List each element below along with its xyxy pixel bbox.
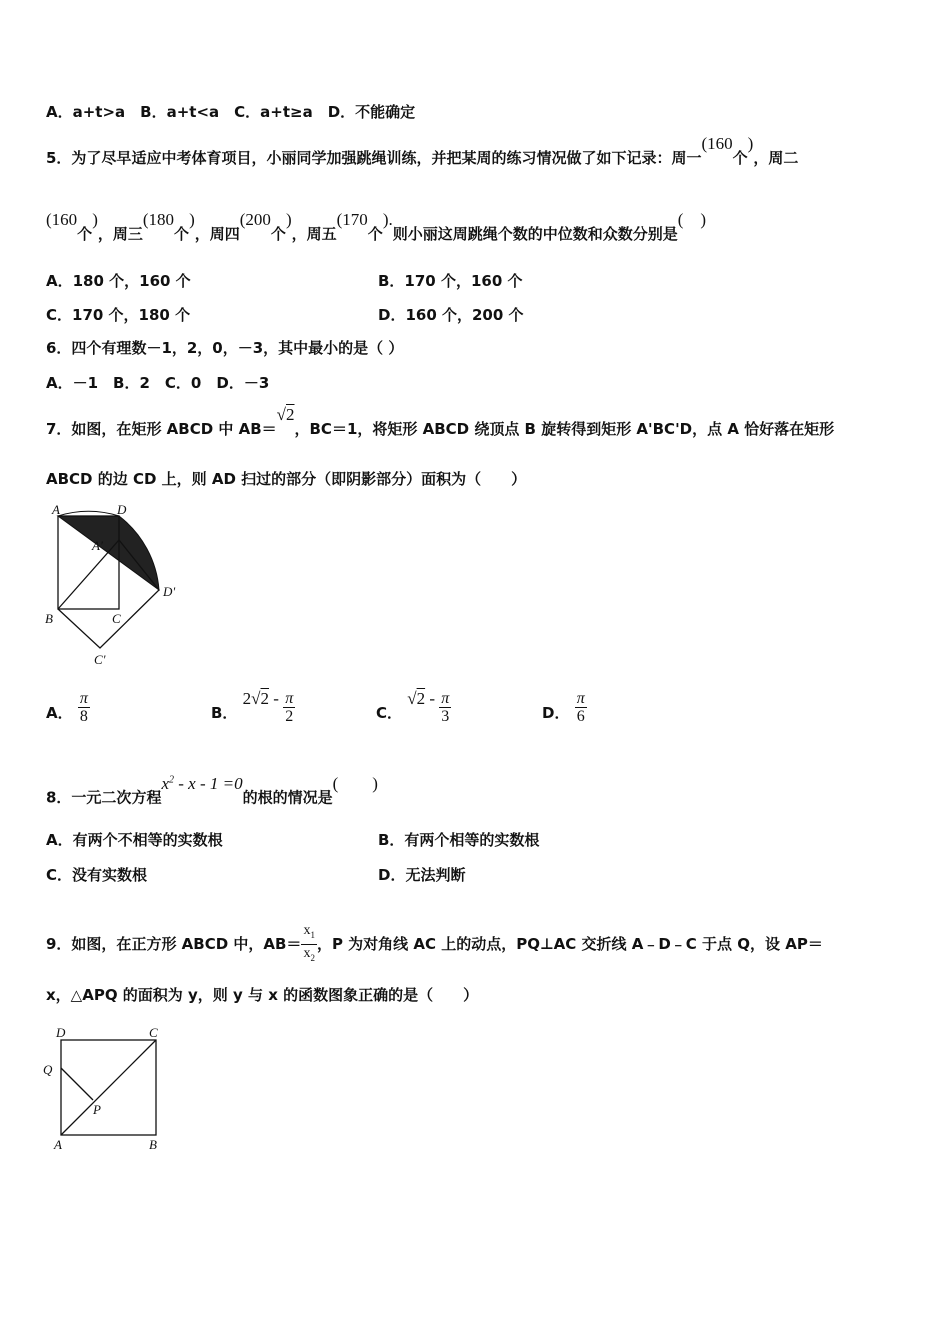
q8-equation: $x^2 - x - 1 =0$ [161,773,243,793]
q9-label-c: C [149,1025,158,1040]
q7-shaded-region [58,516,159,590]
q5-tue-val: (160 [46,210,78,229]
q9-fraction: $\frac{x_1}{x_2}$ [303,923,315,963]
q5-mon-unit: 个 [732,149,748,167]
q6-options: A．－1 B．2 C．0 D．－3 [46,374,270,392]
q5-thu-val: (200 [239,210,271,229]
q5-thu-unit: 个 [270,225,286,243]
q9-label-q: Q [43,1062,53,1077]
q7-label-d: D [117,502,127,517]
q8-line [46,773,378,808]
q9-diagonal-ac [61,1040,156,1135]
q5-fri-unit: 个 [367,225,383,243]
q7-label-a: A [52,502,60,517]
q7-label-c: C [112,611,121,626]
q5-text: 5．为了尽早适应中考体育项目，小丽同学加强跳绳训练，并把某周的练习情况做了如下记录：周一 [46,149,702,167]
q5-line2: (160个)，周三(180个)，周四(200个)，周五(170个).则小丽这周跳绳个数的中位数和众数分别是( ) [46,210,707,243]
q5-option-b: B．170 个，160 个 [378,272,523,290]
q5-wed-prefix: ，周三 [97,225,143,243]
q9-segment-pq [61,1068,93,1100]
q5-fri-val: (170 [336,210,368,229]
q5-tue-unit: 个 [77,225,93,243]
q8-suffix: 的根的情况是 [242,788,333,807]
q7-line1 [46,405,835,439]
q8-option-d: D．无法判断 [378,866,466,884]
q7-line2: ABCD 的边 CD 上，则 AD 扫过的部分（即阴影部分）面积为（ ） [46,470,527,488]
q5-line1: 5．为了尽早适应中考体育项目，小丽同学加强跳绳训练，并把某周的练习情况做了如下记录：周一(160个)，周二 [46,134,799,167]
q5-paren: ( ) [677,210,707,229]
q7-option-b: B． 2√2 - $\frac{\pi}{2}$ [211,689,294,725]
q5-option-a: A．180 个，160 个 [46,272,191,290]
q9-line2: x，△APQ 的面积为 y，则 y 与 x 的函数图象正确的是（ ） [46,986,479,1004]
q8-option-a: A．有两个不相等的实数根 [46,831,223,849]
q9-label-d: D [56,1025,66,1040]
q5-option-d: D．160 个，200 个 [378,306,524,324]
q7-label-b: B [45,611,53,626]
q9-line1 [46,922,823,967]
q7-label-a-prime: A' [92,538,103,553]
q6-text: 6．四个有理数－1，2，0，－3，其中最小的是（ ） [46,339,404,357]
q9-figure [40,1022,170,1154]
q4-options: A．a+t>a B．a+t<a C．a+t≥a D．不能确定 [46,103,416,121]
q5-tue-prefix: ，周二 [753,149,799,167]
q5-tail: 则小丽这周跳绳个数的中位数和众数分别是 [392,225,678,243]
q7-label-c-prime: C' [94,652,106,667]
q9-label-b: B [149,1137,157,1152]
q7-text-a: 7．如图，在矩形 ABCD 中 AB＝ [46,420,277,438]
q9-label-a: A [54,1137,62,1152]
q5-thu-prefix: ，周四 [194,225,240,243]
q9-label-p: P [93,1102,101,1117]
q5-wed-unit: 个 [174,225,190,243]
q7-sqrt: √2 [276,405,295,424]
q7-option-a: A． $\frac{\pi}{8}$ [46,690,88,725]
q7-option-c: C． √2 - $\frac{\pi}{3}$ [376,689,450,725]
q8-option-c: C．没有实数根 [46,866,148,884]
q9-text-b: ，P 为对角线 AC 上的动点，PQ⊥AC 交折线 A﹣D﹣C 于点 Q，设 AP＝ [316,934,823,953]
q7-option-d: D． $\frac{\pi}{6}$ [542,690,585,725]
q7-figure [42,502,192,672]
q5-mon-val: (160 [701,134,733,153]
q7-text-b: ，BC＝1，将矩形 ABCD 绕顶点 B 旋转得到矩形 A'BC'D，点 A 恰好落在矩形 [294,420,835,438]
q7-label-d-prime: D' [163,584,176,599]
q8-paren: ( ) [332,773,378,793]
q8-option-b: B．有两个相等的实数根 [378,831,540,849]
q9-text-a: 9．如图，在正方形 ABCD 中，AB＝ [46,934,302,953]
q5-fri-prefix: ，周五 [291,225,337,243]
q5-wed-val: (180 [142,210,175,229]
q5-option-c: C．170 个，180 个 [46,306,191,324]
q8-prefix: 8．一元二次方程 [46,788,162,807]
